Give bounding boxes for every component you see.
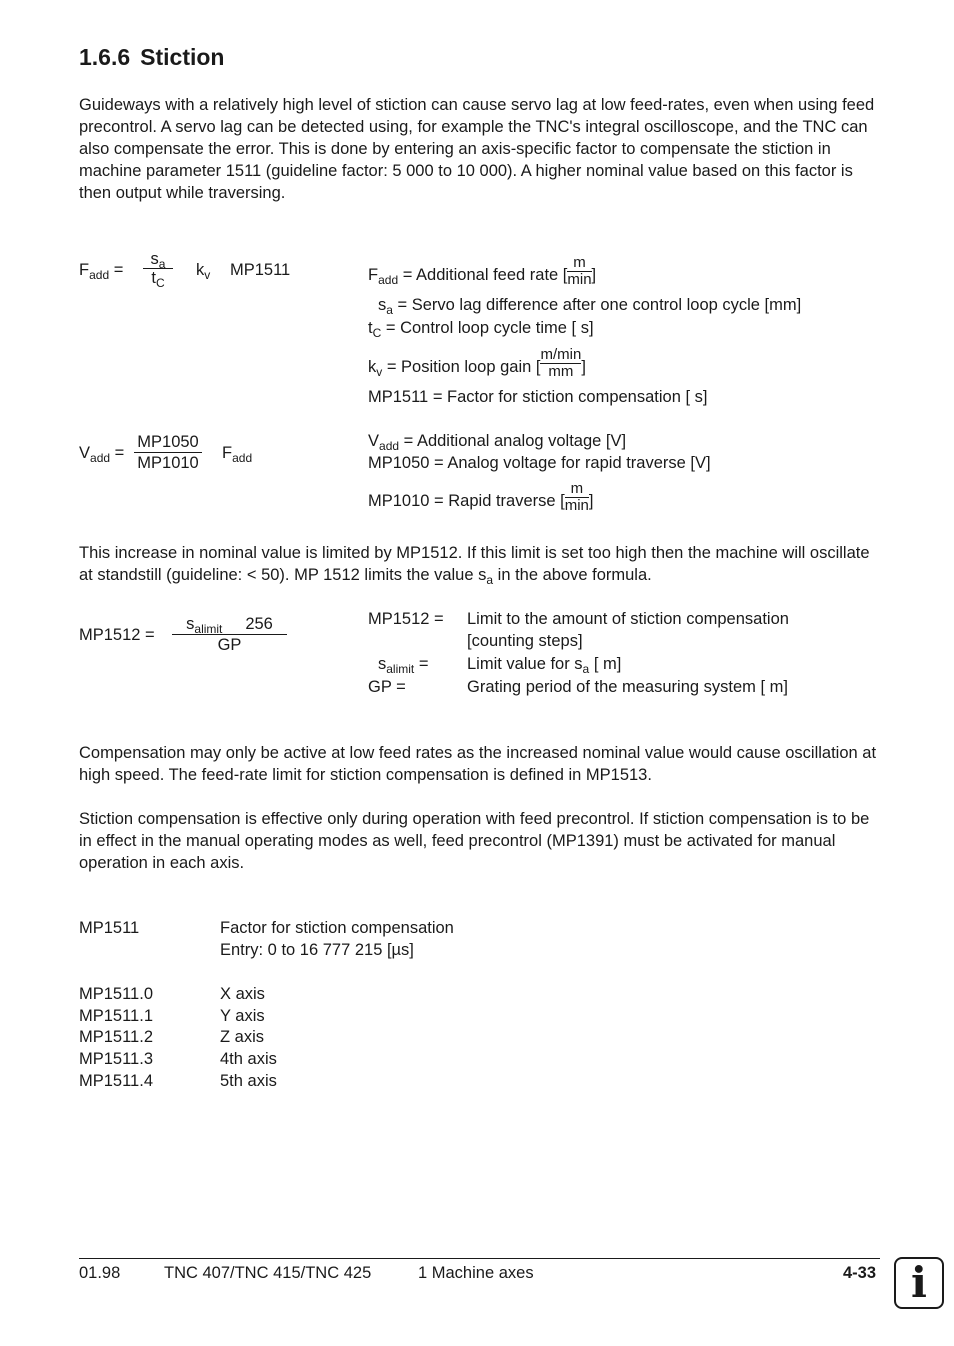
def-mp1512-text2: [counting steps]: [467, 632, 583, 650]
def-fadd: $F_{add}$ = Additional feed rate [ m min ]: [368, 254, 597, 288]
def-salimit-text: Limit value for $s_a$ [ m]: [467, 655, 622, 676]
axis-label: Y axis: [220, 1007, 265, 1025]
page-number: 4-33: [843, 1264, 877, 1282]
def-sa: $s_a$ = Servo lag difference after one control loop cycle [mm]: [378, 296, 802, 317]
section-number: 1.6.6: [79, 44, 131, 70]
footer-model: TNC 407/TNC 415/TNC 425: [164, 1264, 372, 1282]
axis-label: 4th axis: [220, 1050, 277, 1068]
axis-label: 5th axis: [220, 1072, 277, 1090]
def-salimit-label: $s_{alimit}$ =: [378, 655, 429, 676]
precontrol-paragraph: Stiction compensation is effective only during operation with feed precontrol. If stiction compensation is to be in effect in the manual operating modes as well, feed precontrol (MP1391) must be activated for manual operation in each axis.: [79, 810, 870, 872]
section-heading: [79, 42, 225, 72]
intro-paragraph: Guideways with a relatively high level of stiction can cause servo lag at low feed-rates, even when using feed precontrol. A servo lag can be detected using, for example the TNC's integral oscilloscope, and the TNC can also compensate the error. This is done by entering an axis-specific factor to compensate the stiction in machine parameter 1511 (guideline factor: 5 000 to 10 000). A higher nominal value based on this factor is then output while traversing.: [79, 96, 875, 202]
footer-chapter: 1 Machine axes: [418, 1264, 534, 1282]
axis-label: X axis: [220, 985, 265, 1003]
formula-mp1512-lhs: MP1512 =: [79, 626, 155, 644]
axis-id: MP1511.1: [79, 1007, 153, 1025]
def-mp1050: MP1050 = Analog voltage for rapid traverse [V]: [368, 454, 711, 472]
footer-rule: [79, 1258, 880, 1259]
formula-vadd-fraction: $\frac{MP1050}{MP1010}$: [134, 432, 202, 473]
formula-fadd-kv: $k_v$: [196, 261, 211, 282]
param-desc: Factor for stiction compensation: [220, 919, 454, 937]
feedrate-paragraph: Compensation may only be active at low feed rates as the increased nominal value would cause oscillation at high speed. The feed-rate limit for stiction compensation is defined in MP1513.: [79, 744, 877, 784]
def-mp1511: MP1511 = Factor for stiction compensation [ s]: [368, 388, 708, 406]
def-tc: $t_C$ = Control loop cycle time [ s]: [368, 319, 594, 340]
axis-id: MP1511.2: [79, 1028, 153, 1046]
formula-vadd-lhs: $V_{add}$ =: [79, 444, 125, 465]
param-entry: Entry: 0 to 16 777 215 [µs]: [220, 941, 414, 959]
def-mp1512-label: MP1512 =: [368, 610, 444, 628]
param-name: MP1511: [79, 919, 140, 937]
axis-id: MP1511.0: [79, 985, 153, 1003]
info-icon: i: [894, 1257, 944, 1309]
axis-label: Z axis: [220, 1028, 265, 1046]
def-gp-text: Grating period of the measuring system [ m]: [467, 678, 788, 696]
def-mp1010: MP1010 = Rapid traverse [ m min ]: [368, 480, 594, 514]
formula-fadd-lhs: $F_{add}$ =: [79, 261, 124, 282]
formula-vadd-f: $F_{add}$: [222, 444, 253, 465]
section-title: Stiction: [140, 44, 225, 70]
def-gp-label: GP =: [368, 678, 406, 696]
def-kv: $k_v$ = Position loop gain [ m/min mm ]: [368, 346, 586, 380]
def-vadd: $V_{add}$ = Additional analog voltage [V]: [368, 432, 627, 453]
axis-id: MP1511.3: [79, 1050, 153, 1068]
limit-paragraph: This increase in nominal value is limited by MP1512. If this limit is set too high then the machine will oscillate at standstill (guideline: < 50). MP 1512 limits the value $s_a$ in the above formula.: [79, 544, 870, 587]
formula-fadd-mp: MP1511: [230, 261, 291, 279]
def-mp1512-text1: Limit to the amount of stiction compensation: [467, 610, 789, 628]
formula-fadd-fraction: $\frac{s_a}{t_C}$: [143, 250, 173, 287]
formula-mp1512-fraction: $\frac{s_{alimit} 256}{GP}$: [172, 614, 287, 655]
footer-date: 01.98: [79, 1264, 121, 1282]
axis-id: MP1511.4: [79, 1072, 153, 1090]
